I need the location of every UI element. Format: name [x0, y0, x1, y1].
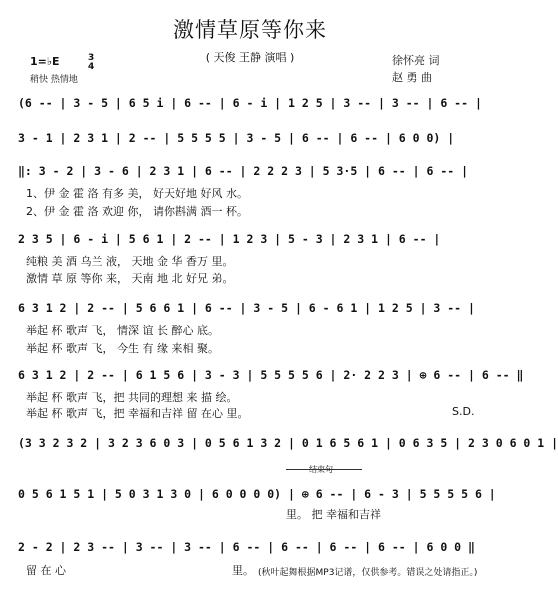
ending-bracket	[286, 469, 362, 470]
music-line: 6 3 1 2 | 2 -- | 6 1 5 6 | 3 - 3 | 5 5 5 5 6 | 2· 2 2 3 | ⊕ 6 -- | 6 -- ‖	[18, 368, 524, 382]
music-line: (3 3 2 3 2 | 3 2 3 6 0 3 | 0 5 6 1 3 2 | 0 1 6 5 6 1 | 0 6 3 5 | 2 3 0 6 0 1 |	[18, 436, 558, 450]
lyricist-credit: 徐怀亮 词	[392, 54, 440, 67]
tempo-marking: 稍快 热情地	[30, 75, 78, 85]
music-line: 0 5 6 1 5 1 | 5 0 3 1 3 0 | 6 0 0 0 0) | ⊕ 6 -- | 6 - 3 | 5 5 5 5 6 |	[18, 487, 496, 501]
meter-top: 3	[88, 53, 95, 63]
lyric-line: 举起 杯 歌声 飞，把 幸福和吉祥 留 在心 里。	[26, 407, 249, 420]
lyric-line: 激情 草 原 等你 来， 天南 地 北 好兄 弟。	[26, 272, 234, 285]
music-line: ‖: 3 - 2 | 3 - 6 | 2 3 1 | 6 -- | 2 2 2 3 | 5 3·5 | 6 -- | 6 -- |	[18, 164, 469, 178]
lyric-line: 举起 杯 歌声 飞， 情深 谊 长 醉心 底。	[26, 324, 219, 337]
song-title: 激情草原等你来	[173, 18, 327, 42]
music-line: (6 -- | 3 - 5 | 6 5 i | 6 -- | 6 - i | 1 2 5 | 3 -- | 3 -- | 6 -- |	[18, 96, 482, 110]
music-line: 2 - 2 | 2 3 -- | 3 -- | 3 -- | 6 -- | 6 -- | 6 -- | 6 -- | 6 0 0 ‖	[18, 540, 475, 554]
segno-dal-mark: S.D.	[452, 405, 475, 418]
lyric-line: 2、伊 金 霍 洛 欢迎 你， 请你斟满 酒一 杯。	[26, 205, 248, 218]
music-line: 3 - 1 | 2 3 1 | 2 -- | 5 5 5 5 | 3 - 5 | 6 -- | 6 -- | 6 0 0) |	[18, 131, 455, 145]
composer-credit: 赵 勇 曲	[392, 71, 432, 84]
key-signature: 1=♭E	[30, 55, 60, 68]
lyric-line: 里。 把 幸福和吉祥	[286, 508, 381, 521]
lyric-line: 留 在 心	[26, 564, 66, 577]
time-signature	[88, 54, 94, 72]
lyric-line: 1、伊 金 霍 洛 有多 美， 好天好地 好风 水。	[26, 187, 248, 200]
lyric-line: 里。	[232, 564, 254, 577]
meter-bottom: 4	[88, 62, 95, 72]
music-line: 2 3 5 | 6 - i | 5 6 1 | 2 -- | 1 2 3 | 5 - 3 | 2 3 1 | 6 -- |	[18, 232, 441, 246]
footnote: (秋叶起舞根据MP3记谱，仅供参考。错误之处请指正。)	[258, 568, 478, 578]
lyric-line: 举起 杯 歌声 飞， 今生 有 缘 来相 聚。	[26, 342, 219, 355]
lyric-line: 举起 杯 歌声 飞，把 共同的理想 来 描 绘。	[26, 391, 238, 404]
performers: ( 天俊 王静 演唱 )	[205, 51, 295, 64]
music-line: 6 3 1 2 | 2 -- | 5 6 6 1 | 6 -- | 3 - 5 | 6 - 6 1 | 1 2 5 | 3 -- |	[18, 301, 475, 315]
lyric-line: 纯粮 美 酒 乌兰 液， 天地 金 华 香万 里。	[26, 255, 234, 268]
